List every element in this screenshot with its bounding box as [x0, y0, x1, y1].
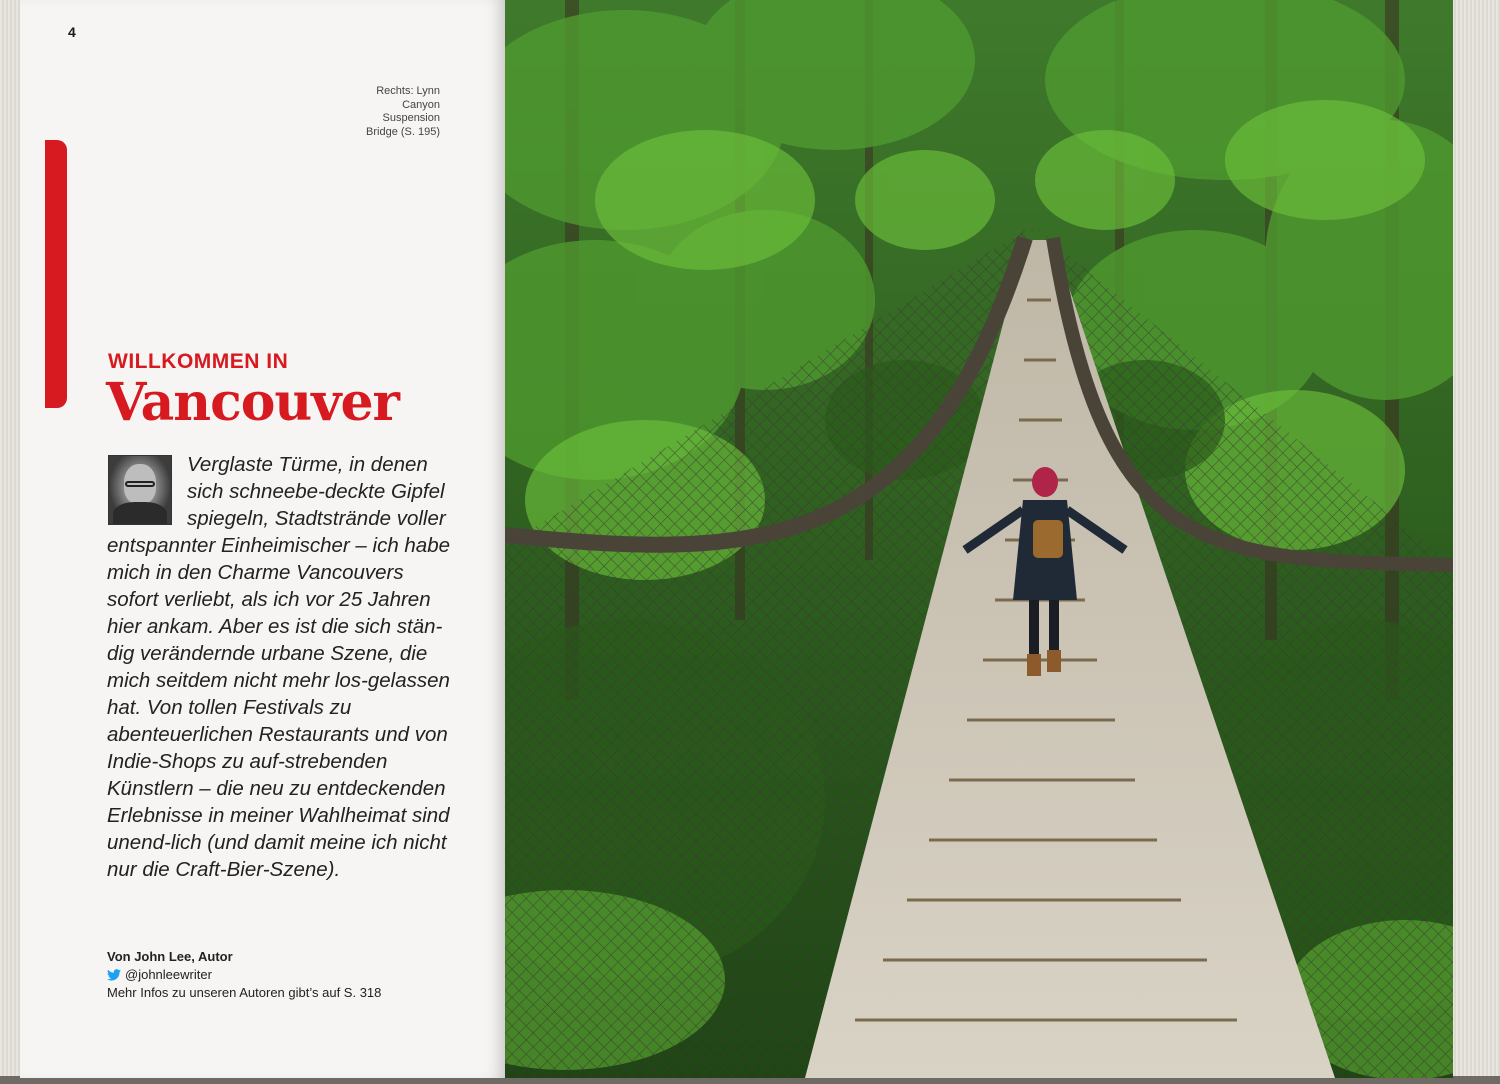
- twitter-icon: [107, 969, 121, 981]
- left-page: [20, 0, 505, 1078]
- photo-caption: Rechts: Lynn Canyon Suspension Bridge (S. 195): [366, 85, 440, 138]
- page-number: 4: [68, 24, 76, 40]
- author-name: Von John Lee, Autor: [107, 949, 233, 964]
- forest-bridge-illustration: [505, 0, 1453, 1078]
- page-title: Vancouver: [106, 372, 399, 433]
- author-more-info: Mehr Infos zu unseren Autoren gibt’s auf S. 318: [107, 985, 382, 1000]
- chapter-tab: [45, 140, 67, 408]
- page-edges-right: [1452, 0, 1500, 1084]
- twitter-handle[interactable]: @johnleewriter: [125, 967, 212, 982]
- byline: [107, 948, 467, 1002]
- intro-text: Verglaste Türme, in denen sich schneebe-deckte Gipfel spiegeln, Stadtstrände voller entspannter Einheimischer – ich habe mich in den Charme Vancouvers sofort verliebt, als ich vor 25 Jahren hier ankam. Aber es ist die sich stän-dig verändernde urbane Szene, die mich seitdem nicht mehr los-gelassen hat. Von tollen Festivals zu abenteuerlichen Restaurants und von Indie-Shops zu auf-strebenden Künstlern – die neu zu entdeckenden Erlebnisse in meiner Wahlheimat sind unend-lich (und damit meine ich nicht nur die Craft-Bier-Szene).: [107, 453, 451, 881]
- intro-paragraph: [107, 451, 452, 883]
- bridge-photo: [505, 0, 1453, 1078]
- heading-kicker: WILLKOMMEN IN: [108, 350, 289, 373]
- social-handle-row[interactable]: [107, 966, 467, 984]
